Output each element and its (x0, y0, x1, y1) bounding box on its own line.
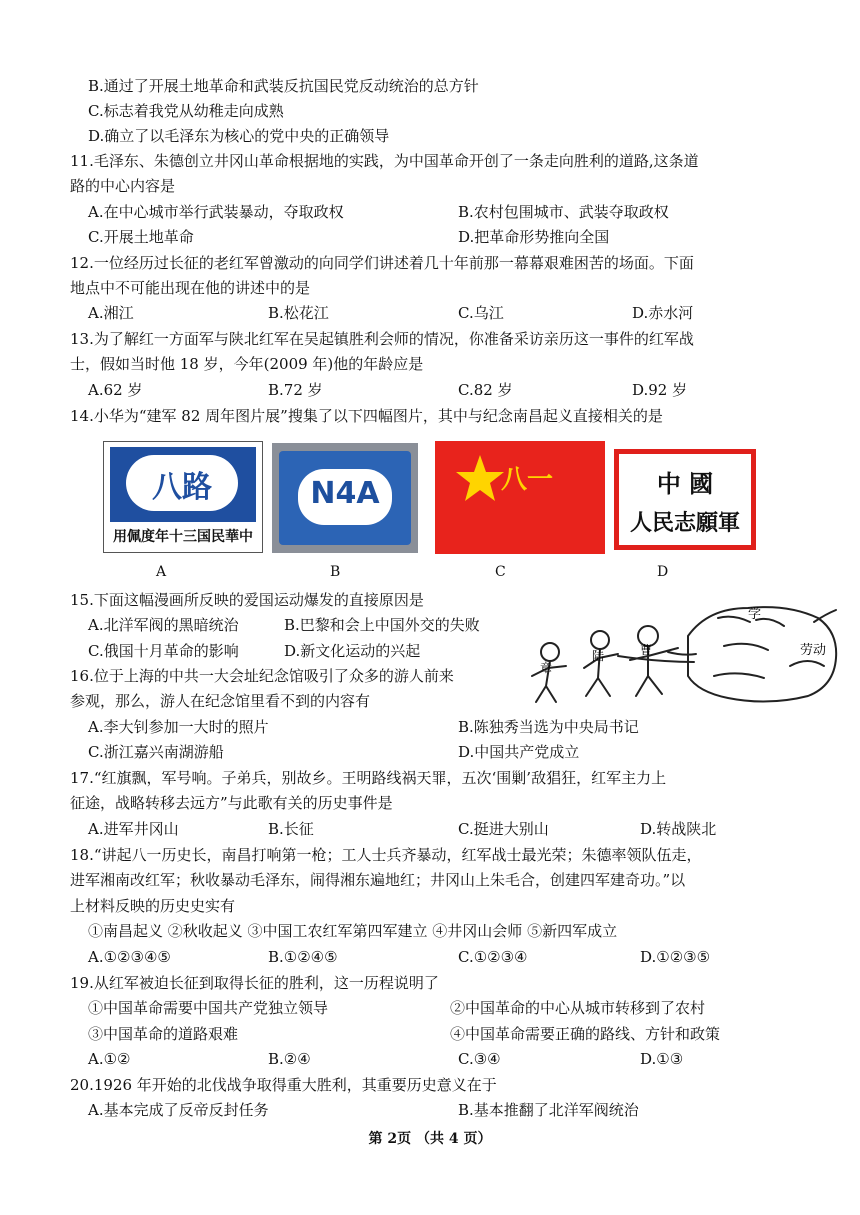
q19-stem: 19.从红军被迫长征到取得长征的胜利，这一历程说明了 (70, 974, 439, 992)
q14-caption-d: D (657, 564, 669, 580)
q18-items: ①南昌起义 ②秋收起义 ③中国工农红军第四军建立 ④井冈山会师 ⑤新四军成立 (88, 922, 618, 940)
q18-stem-line1: 18.“讲起八一历史长，南昌打响第一枪；工人士兵齐暴动，红军战士最光荣；朱德率领队伍走， (70, 846, 702, 864)
q14-caption-c: C (495, 564, 506, 580)
q20-stem: 20.1926 年开始的北伐战争取得重大胜利，其重要历史意义在于 (70, 1076, 497, 1094)
q15-option-d: D.新文化运动的兴起 (284, 642, 421, 660)
q13-option-c: C.82 岁 (458, 381, 513, 399)
q18-option-d: D.①②③⑤ (640, 948, 711, 966)
volunteer-army-badge-image (614, 449, 756, 550)
q11-option-c: C.开展土地革命 (88, 228, 194, 246)
q16-stem-line2: 参观，那么，游人在纪念馆里看不到的内容有 (70, 692, 371, 710)
q11-stem-line1: 11.毛泽东、朱德创立井冈山革命根据地的实践，为中国革命开创了一条走向胜利的道路,这条道 (70, 152, 699, 170)
q17-stem-line2: 征途，战略转移去远方”与此歌有关的历史事件是 (70, 794, 393, 812)
q12-option-d: D.赤水河 (632, 304, 694, 322)
cartoon-label-lu: 陆 (592, 649, 605, 663)
q20-option-a: A.基本完成了反帝反封任务 (88, 1101, 269, 1119)
q17-option-c: C.挺进大别山 (458, 820, 549, 838)
q15-stem: 15.下面这幅漫画所反映的爱国运动爆发的直接原因是 (70, 591, 424, 609)
cartoon-label-zhang: 章 (540, 661, 553, 675)
q15-option-b: B.巴黎和会上中国外交的失败 (284, 616, 480, 634)
q13-option-d: D.92 岁 (632, 381, 688, 399)
star-icon (455, 453, 505, 503)
q12-stem-line1: 12.一位经历过长征的老红军曾激动的向同学们讲述着几十年前那一幕幕艰难困苦的场面。下面 (70, 254, 694, 272)
q16-option-c: C.浙江嘉兴南湖游船 (88, 743, 224, 761)
q18-option-c: C.①②③④ (458, 948, 528, 966)
q10-option-c: C.标志着我党从幼稚走向成熟 (88, 102, 284, 120)
q17-option-a: A.进军井冈山 (88, 820, 179, 838)
q18-option-a: A.①②③④⑤ (88, 948, 171, 966)
q11-option-a: A.在中心城市举行武装暴动，夺取政权 (88, 203, 344, 221)
q19-option-a: A.①② (88, 1050, 131, 1068)
q13-stem-line2: 士，假如当时他 18 岁，今年(2009 年)他的年龄应是 (70, 355, 424, 373)
q14-caption-b: B (330, 564, 341, 580)
q19-option-c: C.③④ (458, 1050, 501, 1068)
q12-stem-line2: 地点中不可能出现在他的讲述中的是 (70, 279, 311, 297)
q16-option-a: A.李大钊参加一大时的照片 (88, 718, 269, 736)
bayi-text: 八一 (501, 465, 554, 495)
q18-option-b: B.①②④⑤ (268, 948, 338, 966)
cartoon-label-labor: 劳动 (800, 643, 827, 658)
q20-option-b: B.基本推翻了北洋军阀统治 (458, 1101, 639, 1119)
q14-caption-a: A (156, 564, 167, 580)
q12-option-a: A.湘江 (88, 304, 134, 322)
q11-stem-line2: 路的中心内容是 (70, 177, 176, 195)
q19-item-3: ③中国革命的道路艰难 (88, 1025, 239, 1043)
n4a-text: N4A (310, 476, 380, 511)
badge-line1: 中 國 (656, 470, 714, 498)
q17-option-d: D.转战陕北 (640, 820, 717, 838)
q16-option-d: D.中国共产党成立 (458, 743, 580, 761)
armband-text: 八路 (152, 470, 212, 505)
q19-item-4: ④中国革命需要正确的路线、方针和政策 (450, 1025, 721, 1043)
q19-item-2: ②中国革命的中心从城市转移到了农村 (450, 999, 706, 1017)
armband-caption: 用佩度年十三国民華中 (113, 529, 253, 545)
q17-stem-line1: 17.“红旗飘，军号响。子弟兵，别故乡。王明路线祸天罪，五次‘围剿’敌猖狂，红军主力上 (70, 769, 667, 787)
q10-option-d: D.确立了以毛泽东为核心的党中央的正确领导 (88, 127, 390, 145)
may-fourth-cartoon-image (518, 596, 840, 708)
q15-option-a: A.北洋军阀的黑暗统治 (88, 616, 239, 634)
cartoon-label-student: 学 (748, 607, 762, 622)
q12-option-c: C.乌江 (458, 304, 504, 322)
q15-option-c: C.俄国十月革命的影响 (88, 642, 239, 660)
q18-stem-line2: 进军湘南改红军；秋收暴动毛泽东，闹得湘东遍地红；井冈山上朱毛合，创建四军建奇功。”以 (70, 871, 686, 889)
q18-stem-line3: 上材料反映的历史史实有 (70, 897, 236, 915)
bayi-flag-image (435, 441, 605, 554)
q10-option-b: B.通过了开展土地革命和武装反抗国民党反动统治的总方针 (88, 77, 479, 95)
q12-option-b: B.松花江 (268, 304, 329, 322)
n4a-patch-image (272, 443, 418, 553)
q19-option-d: D.①③ (640, 1050, 684, 1068)
q16-stem-line1: 16.位于上海的中共一大会址纪念馆吸引了众多的游人前来 (70, 667, 454, 685)
page-footer: 第 2页 （共 4 页） (368, 1131, 492, 1147)
q16-option-b: B.陈独秀当选为中央局书记 (458, 718, 639, 736)
q17-option-b: B.长征 (268, 820, 314, 838)
q19-option-b: B.②④ (268, 1050, 311, 1068)
q11-option-d: D.把革命形势推向全国 (458, 228, 610, 246)
badge-line2: 人民志願軍 (629, 511, 740, 536)
q13-option-a: A.62 岁 (88, 381, 143, 399)
q13-stem-line1: 13.为了解红一方面军与陕北红军在吴起镇胜利会师的情况，你准备采访亲历这一事件的红军战 (70, 330, 694, 348)
cartoon-label-cao: 曹 (640, 643, 653, 657)
eighth-route-armband-image (103, 441, 263, 553)
q14-stem: 14.小华为“建军 82 周年图片展”搜集了以下四幅图片，其中与纪念南昌起义直接相关的是 (70, 407, 663, 425)
q11-option-b: B.农村包围城市、武装夺取政权 (458, 203, 669, 221)
q19-item-1: ①中国革命需要中国共产党独立领导 (88, 999, 329, 1017)
q13-option-b: B.72 岁 (268, 381, 323, 399)
